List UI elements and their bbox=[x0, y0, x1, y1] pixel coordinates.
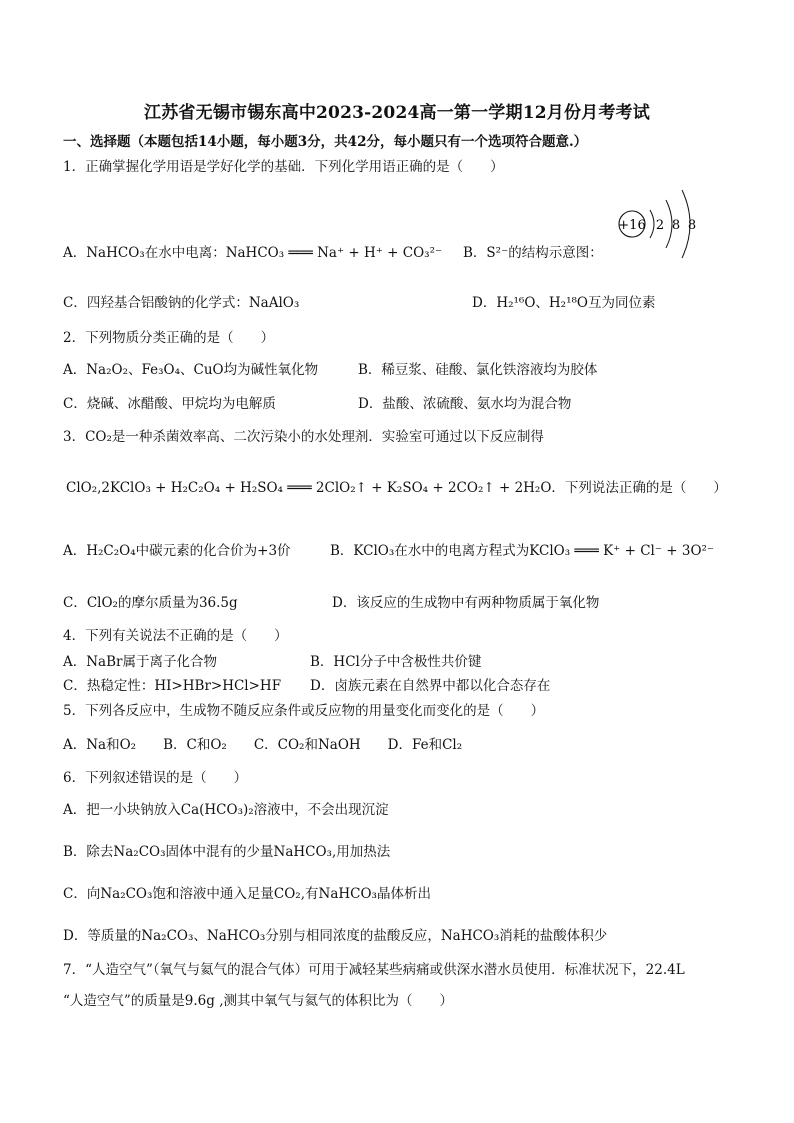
shell-1-count: 2 bbox=[655, 218, 665, 233]
page-title: 江苏省无锡市锡东高中2023-2024高一第一学期12月份月考考试 bbox=[144, 103, 650, 123]
question-6-option-d: D．等质量的Na₂CO₃、NaHCO₃分别与相同浓度的盐酸反应，NaHCO₃消耗的盐酸体积少 bbox=[63, 928, 608, 944]
question-4-option-c: C．热稳定性：HI>HBr>HCl>HF bbox=[63, 678, 282, 694]
question-3-stem: 3．CO₂是一种杀菌效率高、二次污染小的水处理剂．实验室可通过以下反应制得 bbox=[63, 429, 544, 445]
question-6-option-c: C．向Na₂CO₃饱和溶液中通入足量CO₂,有NaHCO₃晶体析出 bbox=[63, 886, 431, 902]
question-7-line-1: 7．“人造空气”（氧气与氦气的混合气体）可用于减轻某些病痛或供深水潜水员使用．标准状况下，22.4L bbox=[63, 962, 685, 978]
question-6-stem: 6．下列叙述错误的是（ ） bbox=[63, 770, 248, 786]
question-3-equation: ClO₂,2KClO₃ + H₂C₂O₄ + H₂SO₄ ═══ 2ClO₂↑ + K₂SO₄ + 2CO₂↑ + 2H₂O．下列说法正确的是（ ） bbox=[66, 480, 727, 496]
nucleus-label: +16 bbox=[618, 218, 646, 233]
question-6-option-a: A．把一小块钠放入Ca(HCO₃)₂溶液中，不会出现沉淀 bbox=[63, 802, 389, 818]
question-1-stem: 1．正确掌握化学用语是学好化学的基础．下列化学用语正确的是（ ） bbox=[63, 159, 504, 175]
section-heading: 一、选择题（本题包括14小题，每小题3分，共42分，每小题只有一个选项符合题意.） bbox=[63, 134, 588, 150]
question-5-options: A．Na和O₂ B．C和O₂ C．CO₂和NaOH D．Fe和Cl₂ bbox=[63, 737, 463, 753]
question-3-option-d: D．该反应的生成物中有两种物质属于氧化物 bbox=[332, 595, 600, 611]
question-1-option-d: D．H₂¹⁶O、H₂¹⁸O互为同位素 bbox=[472, 295, 656, 311]
question-2-option-a: A．Na₂O₂、Fe₃O₄、CuO均为碱性氧化物 bbox=[63, 362, 319, 378]
question-3-option-a: A．H₂C₂O₄中碳元素的化合价为+3价 bbox=[63, 543, 291, 559]
question-1-option-b: B．S²⁻的结构示意图： bbox=[463, 245, 603, 261]
question-7-line-2: “人造空气”的质量是9.6g ,测其中氧气与氦气的体积比为（ ） bbox=[63, 993, 453, 1009]
question-1-option-c: C．四羟基合铝酸钠的化学式：NaAlO₃ bbox=[63, 295, 300, 311]
question-4-option-d: D．卤族元素在自然界中都以化合态存在 bbox=[310, 678, 551, 694]
question-2-stem: 2．下列物质分类正确的是（ ） bbox=[63, 330, 275, 346]
question-2-option-c: C．烧碱、冰醋酸、甲烷均为电解质 bbox=[63, 396, 276, 412]
question-2-option-b: B．稀豆浆、硅酸、氯化铁溶液均为胶体 bbox=[358, 362, 598, 378]
question-3-option-c: C．ClO₂的摩尔质量为36.5g bbox=[63, 595, 238, 611]
question-4-stem: 4．下列有关说法不正确的是（ ） bbox=[63, 628, 288, 644]
question-6-option-b: B．除去Na₂CO₃固体中混有的少量NaHCO₃,用加热法 bbox=[63, 844, 391, 860]
shell-2-count: 8 bbox=[671, 218, 681, 233]
question-3-option-b: B．KClO₃在水中的电离方程式为KClO₃ ═══ K⁺ + Cl⁻ + 3O²⁻ bbox=[330, 543, 715, 559]
s2-structure-diagram bbox=[612, 186, 712, 262]
question-2-option-d: D．盐酸、浓硫酸、氨水均为混合物 bbox=[358, 396, 572, 412]
question-5-stem: 5．下列各反应中，生成物不随反应条件或反应物的用量变化而变化的是（ ） bbox=[63, 703, 545, 719]
question-1-option-a: A．NaHCO₃在水中电离：NaHCO₃ ═══ Na⁺ + H⁺ + CO₃²⁻ bbox=[63, 245, 443, 261]
shell-3-count: 8 bbox=[687, 218, 697, 233]
question-4-option-a: A．NaBr属于离子化合物 bbox=[63, 654, 217, 670]
question-4-option-b: B．HCl分子中含极性共价键 bbox=[310, 654, 482, 670]
